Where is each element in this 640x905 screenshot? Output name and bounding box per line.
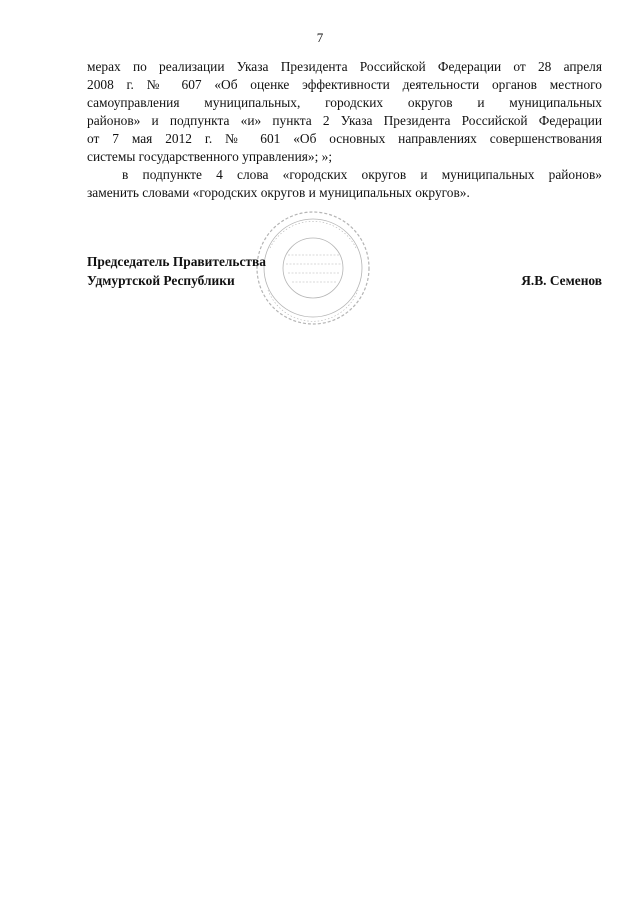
text-line: системы государственного управления»; »;: [87, 149, 333, 164]
text-line: заменить словами «городских округов и муниципальных округов».: [87, 185, 470, 200]
text-line: самоуправления муниципальных, городских округов и муниципальных: [87, 95, 602, 110]
page-number: 7: [316, 30, 324, 45]
document-body: [87, 58, 602, 202]
signature-block: [87, 252, 602, 290]
text-line: в подпункте 4 слова «городских округов и муниципальных районов»: [122, 167, 602, 182]
signatory-title-line1: Председатель Правительства: [87, 254, 266, 269]
text-line: районов» и подпункта «и» пункта 2 Указа Президента Российской Федерации: [87, 113, 602, 128]
signatory-title-line2: Удмуртской Республики: [87, 273, 235, 288]
signatory-name: Я.В. Семенов: [521, 273, 602, 288]
text-line: от 7 мая 2012 г. № 601 «Об основных направлениях совершенствования: [87, 131, 602, 146]
text-line: мерах по реализации Указа Президента Российской Федерации от 28 апреля: [87, 59, 602, 74]
text-line: 2008 г. № 607 «Об оценке эффективности деятельности органов местного: [87, 77, 602, 92]
